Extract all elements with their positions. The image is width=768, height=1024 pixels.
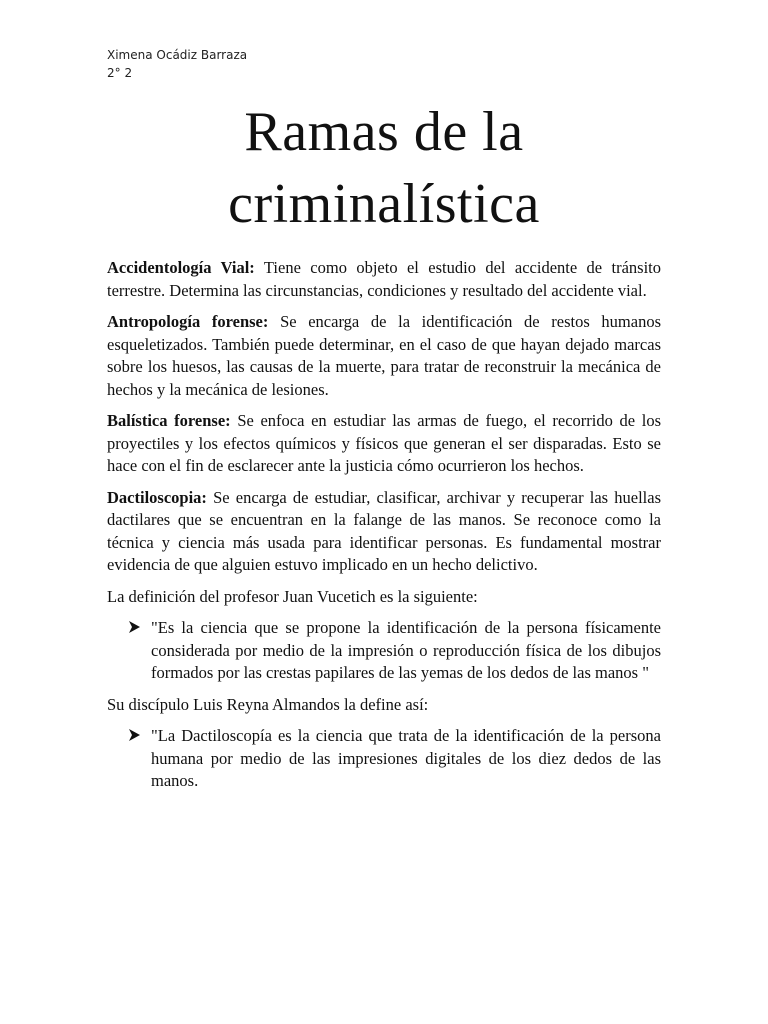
section-balistica [107, 410, 661, 478]
quote-text: "Es la ciencia que se propone la identificación de la persona físicamente considerada por medio de la impresión o reproducción física de los dibujos formados por las crestas papilares de las yemas de los dedos de las manos " [151, 618, 661, 682]
author-name: Ximena Ocádiz Barraza [107, 48, 248, 62]
title-line-2: criminalística [228, 173, 540, 235]
vucetich-intro: La definición del profesor Juan Vucetich es la siguiente: [107, 586, 478, 606]
section-term: Dactiloscopia: [107, 487, 207, 507]
document-body [107, 257, 661, 802]
reyna-intro: Su discípulo Luis Reyna Almandos la define así: [107, 694, 429, 714]
arrow-bullet-icon [127, 726, 143, 744]
section-term: Antropología forense: [107, 312, 269, 331]
section-term: Balística forense: [107, 411, 231, 430]
arrow-bullet-icon [127, 618, 143, 636]
title-line-1: Ramas de la [244, 101, 524, 163]
section-text: Se encarga de estudiar, clasificar, archivar y recuperar las huellas dactilares que se encuentran en la falange de las manos. Se reconoce como la técnica y ciencia más usada para identificar personas. Es fundamental mostrar evidencia de que alguien estuvo implicado en un hecho delictivo. [107, 487, 662, 574]
document-header [107, 46, 247, 82]
section-antropologia [107, 311, 661, 401]
quote-text: "La Dactiloscopía es la ciencia que trata de la identificación de la persona humana por medio de las impresiones digitales de los diez dedos de las manos. [151, 726, 661, 790]
section-text: Tiene como objeto el estudio del accidente de tránsito terrestre. Determina las circunstancias, condiciones y resultado del accidente vial. [107, 258, 662, 300]
reyna-quote [107, 725, 661, 793]
section-text: Se encarga de la identificación de restos humanos esqueletizados. También puede determinar, en el caso de que hayan dejado marcas sobre los huesos, las causas de la muerte, para tratar de reconstruir la mecánica de hechos y la mecánica de lesiones. [107, 312, 662, 399]
section-accidentologia [107, 257, 661, 302]
grade-label: 2° 2 [107, 66, 133, 80]
vucetich-quote [107, 617, 661, 685]
section-dactiloscopia [107, 487, 661, 577]
section-text: Se enfoca en estudiar las armas de fuego, el recorrido de los proyectiles y los efectos químicos y físicos que generan el ser disparadas. Esto se hace con el fin de esclarecer ante la justicia cómo ocurrieron los hechos. [107, 411, 661, 475]
page-title [0, 96, 768, 240]
section-term: Accidentología Vial: [107, 258, 255, 277]
